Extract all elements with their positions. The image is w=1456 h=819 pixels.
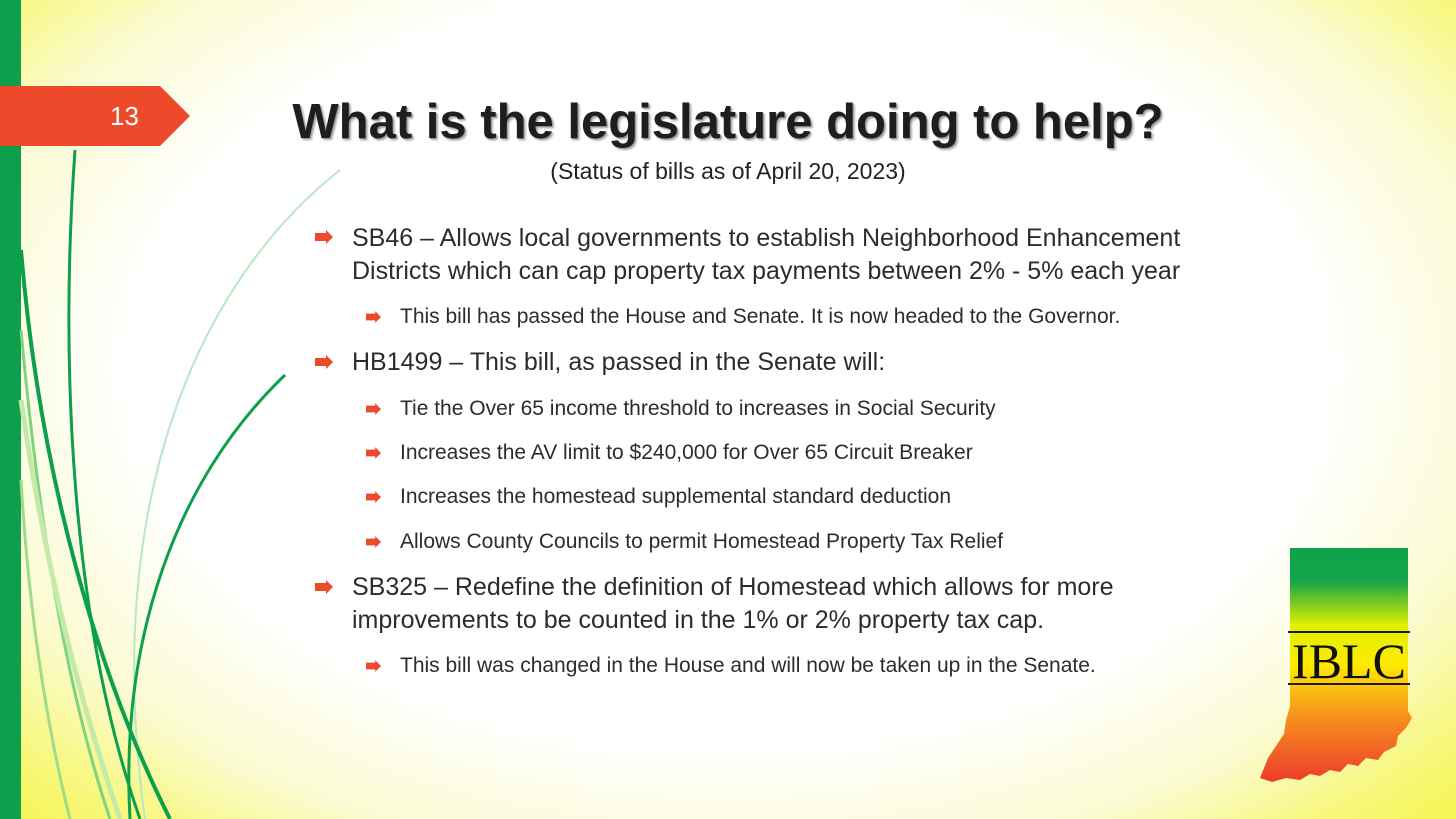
- arrow-bullet-icon: [366, 536, 381, 548]
- arrow-bullet-icon: [366, 447, 381, 459]
- sub-bullet: Tie the Over 65 income threshold to increases in Social Security: [400, 397, 996, 420]
- arrow-bullet-icon: [366, 403, 381, 415]
- sub-bullet: Increases the homestead supplemental standard deduction: [400, 485, 952, 508]
- arrow-bullet-icon: [366, 311, 381, 323]
- arrow-bullet-icon: [315, 355, 333, 369]
- logo-text: IBLC: [1292, 633, 1406, 689]
- sub-bullet: This bill was changed in the House and will now be taken up in the Senate.: [400, 654, 1096, 677]
- sub-bullet: Allows County Councils to permit Homestead Property Tax Relief: [400, 530, 1004, 553]
- slide-number: 13: [110, 101, 139, 131]
- bullet-text: SB325 – Redefine the definition of Homestead which allows for more: [352, 573, 1114, 601]
- iblc-logo: [1258, 546, 1418, 786]
- arrow-bullet-icon: [366, 660, 381, 672]
- bullet-hb1499: HB1499 – This bill, as passed in the Senate will:: [352, 348, 886, 376]
- bullet-text: Districts which can cap property tax payments between 2% - 5% each year: [352, 257, 1181, 285]
- bullet-sb325: [352, 571, 1272, 637]
- sub-bullet: Increases the AV limit to $240,000 for Over 65 Circuit Breaker: [400, 441, 973, 464]
- bullet-sb46: [352, 222, 1272, 288]
- sub-bullet: This bill has passed the House and Senate. It is now headed to the Governor.: [400, 305, 1121, 328]
- arrow-bullet-icon: [315, 580, 333, 594]
- arrow-bullet-icon: [315, 230, 333, 244]
- slide-title: What is the legislature doing to help?: [292, 95, 1164, 149]
- slide-subtitle: (Status of bills as of April 20, 2023): [550, 158, 906, 184]
- arrow-bullet-icon: [366, 491, 381, 503]
- bullet-text: improvements to be counted in the 1% or 2% property tax cap.: [352, 606, 1045, 634]
- bullet-text: SB46 – Allows local governments to establish Neighborhood Enhancement: [352, 224, 1181, 252]
